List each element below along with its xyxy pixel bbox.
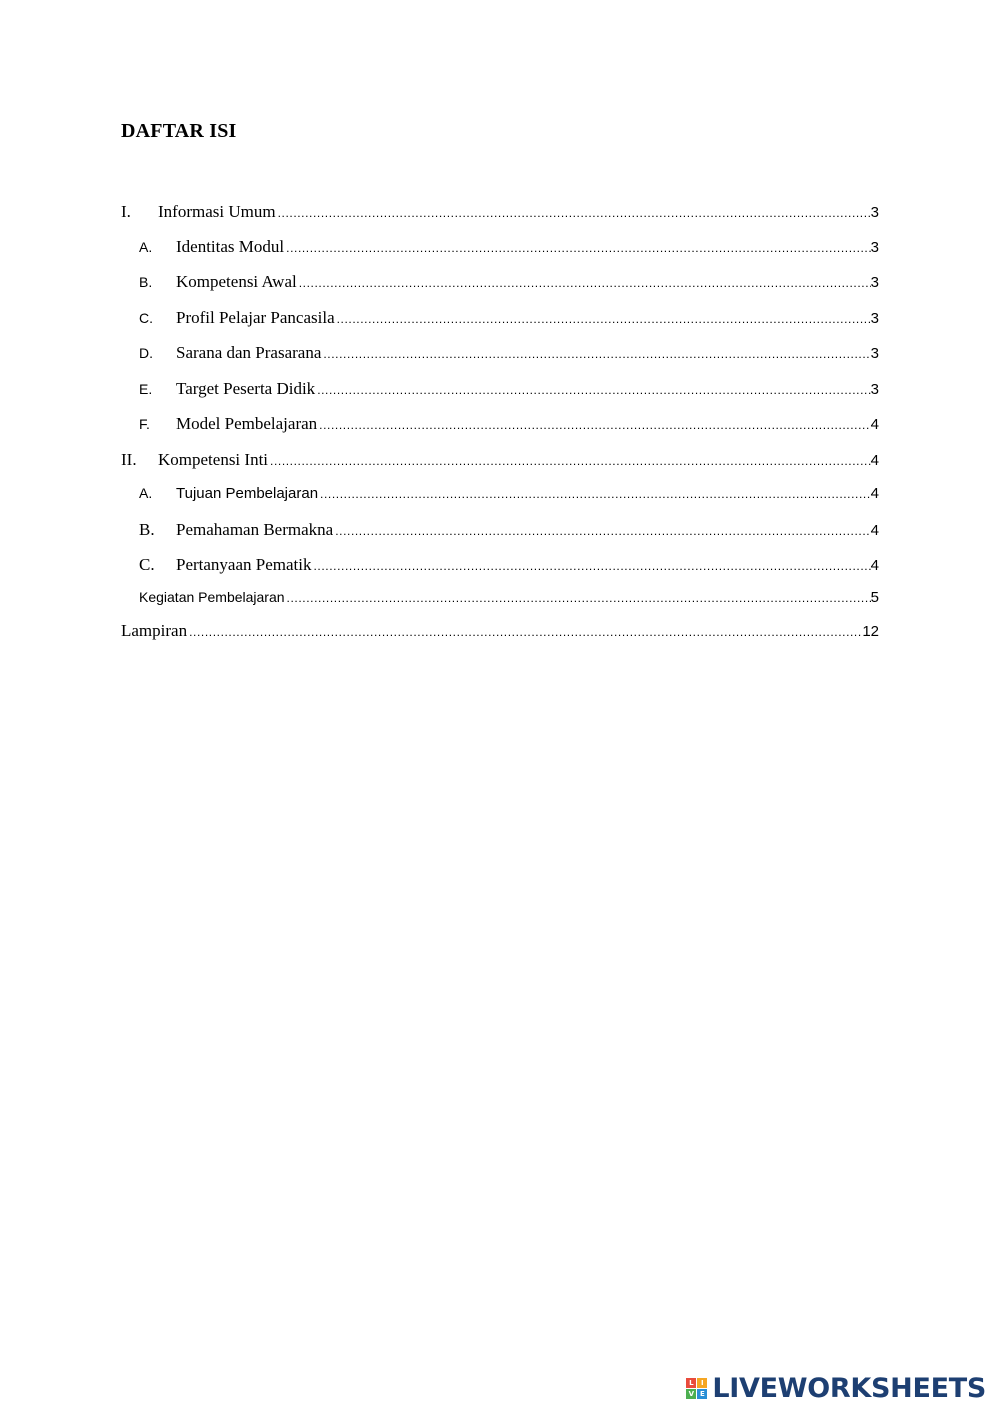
toc-leader-dots <box>317 418 871 432</box>
toc-label: Pemahaman Bermakna <box>176 520 334 539</box>
toc-label: Profil Pelajar Pancasila <box>176 308 335 327</box>
toc-label: Pertanyaan Pematik <box>176 555 312 574</box>
toc-entry-pemahaman-bermakna[interactable] <box>139 520 879 544</box>
toc-entry-kegiatan-pembelajaran[interactable] <box>139 589 879 613</box>
toc-label: Identitas Modul <box>176 237 285 256</box>
toc-entry-identitas-modul[interactable] <box>139 237 879 261</box>
toc-page-number: 12 <box>862 623 879 640</box>
toc-marker: D. <box>139 345 153 361</box>
toc-page-number: 3 <box>870 345 879 362</box>
toc-marker: C. <box>139 310 153 326</box>
toc-entry-profil-pelajar-pancasila[interactable] <box>139 308 879 332</box>
toc-leader-dots <box>312 559 871 573</box>
toc-leader-dots <box>268 454 871 468</box>
toc-marker: E. <box>139 381 153 397</box>
toc-label: Target Peserta Didik <box>176 379 316 398</box>
toc-label: Kompetensi Inti <box>158 450 269 469</box>
toc-leader-dots <box>318 487 871 501</box>
toc-leader-dots <box>297 276 871 290</box>
toc-entry-informasi-umum[interactable] <box>121 202 879 226</box>
toc-page-number: 5 <box>870 589 879 606</box>
toc-entry-model-pembelajaran[interactable] <box>139 414 879 438</box>
toc-leader-dots <box>285 591 871 605</box>
toc-entry-target-peserta-didik[interactable] <box>139 379 879 403</box>
toc-page-number: 3 <box>870 239 879 256</box>
toc-entry-sarana-dan-prasarana[interactable] <box>139 343 879 367</box>
toc-leader-dots <box>315 383 870 397</box>
toc-label: Informasi Umum <box>158 202 276 221</box>
toc-page-number: 4 <box>870 416 879 433</box>
toc-label: Tujuan Pembelajaran <box>176 485 319 502</box>
toc-leader-dots <box>276 206 871 220</box>
toc-page-number: 4 <box>870 452 879 469</box>
toc-leader-dots <box>187 625 862 639</box>
toc-page-number: 3 <box>870 274 879 291</box>
logo-icon-letter: V <box>686 1389 696 1399</box>
toc-entry-kompetensi-awal[interactable] <box>139 272 879 296</box>
logo-icon-letter: E <box>697 1389 707 1399</box>
toc-leader-dots <box>333 524 870 538</box>
toc-marker: F. <box>139 416 150 432</box>
toc-entry-kompetensi-inti[interactable] <box>121 450 879 474</box>
toc-marker: II. <box>121 450 137 469</box>
toc-entry-pertanyaan-pematik[interactable] <box>139 555 879 579</box>
toc-page-number: 3 <box>870 310 879 327</box>
toc-entry-lampiran[interactable] <box>121 621 879 645</box>
toc-marker: C. <box>139 555 155 574</box>
logo-icon-letter: L <box>686 1378 696 1388</box>
toc-page-number: 4 <box>870 557 879 574</box>
toc-leader-dots <box>284 241 871 255</box>
toc-marker: A. <box>139 239 153 255</box>
toc-page-number: 4 <box>870 522 879 539</box>
toc-marker: I. <box>121 202 131 221</box>
toc-marker: B. <box>139 520 155 539</box>
toc-marker: A. <box>139 485 153 501</box>
toc-page-number: 4 <box>870 485 879 502</box>
toc-label: Kompetensi Awal <box>176 272 297 291</box>
toc-leader-dots <box>321 347 870 361</box>
toc-entry-tujuan-pembelajaran[interactable] <box>139 485 879 509</box>
toc-label: Lampiran <box>121 621 188 640</box>
page-title: DAFTAR ISI <box>121 120 237 142</box>
toc-page-number: 3 <box>870 204 879 221</box>
toc-page-number: 3 <box>870 381 879 398</box>
liveworksheets-logo <box>686 1373 986 1404</box>
toc-label: Model Pembelajaran <box>176 414 318 433</box>
liveworksheets-logo-icon <box>686 1378 707 1399</box>
toc-leader-dots <box>335 312 871 326</box>
liveworksheets-logo-text: LIVEWORKSHEETS <box>712 1373 986 1404</box>
toc-label: Kegiatan Pembelajaran <box>139 589 285 605</box>
toc-label: Sarana dan Prasarana <box>176 343 322 362</box>
logo-icon-letter: I <box>697 1378 707 1388</box>
toc-marker: B. <box>139 274 153 290</box>
